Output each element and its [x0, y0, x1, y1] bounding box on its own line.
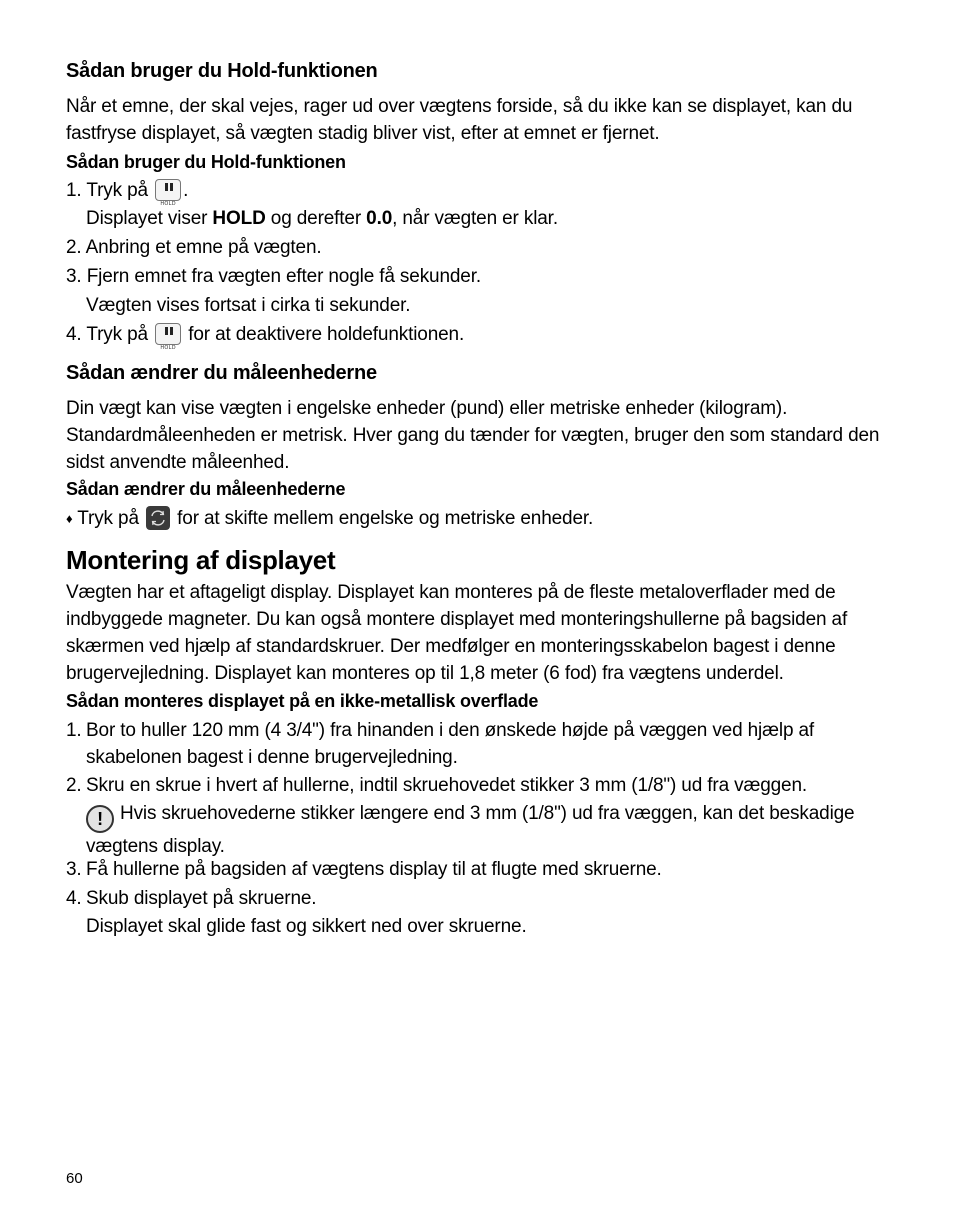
- step-text: Fjern emnet fra vægten efter nogle få sekunder.: [86, 266, 481, 287]
- mounting-step-4-note: Displayet skal glide fast og sikkert ned over skruerne.: [86, 916, 527, 937]
- step-number: 2.: [66, 775, 82, 796]
- step-number: 4.: [66, 888, 82, 909]
- step-number: 1.: [66, 720, 82, 741]
- mounting-warning: [66, 800, 896, 860]
- mounting-step-1: [66, 717, 896, 771]
- warning-text: Hvis skruehovederne stikker længere end 3 mm (1/8") ud fra væggen, kan det beskadige vægtens display.: [86, 803, 855, 857]
- hold-step-3: [66, 265, 481, 289]
- note-text: Displayet viser: [86, 208, 213, 229]
- step-number: 3.: [66, 859, 82, 880]
- mounting-step-3: [66, 856, 896, 883]
- hold-step-3-note: Vægten vises fortsat i cirka ti sekunder.: [86, 295, 411, 316]
- hold-step-1-note: [86, 207, 558, 231]
- page-number: 60: [66, 1170, 83, 1187]
- warning-icon: !: [86, 805, 114, 833]
- step-text: Tryk på: [86, 180, 148, 201]
- step-text: Bor to huller 120 mm (4 3/4") fra hinanden i den ønskede højde på væggen ved hjælp af skabelonen bagest i denne brugervejledning.: [86, 720, 815, 768]
- note-text: og derefter: [265, 208, 367, 229]
- mounting-intro: Vægten har et aftageligt display. Displayet kan monteres på de fleste metaloverflader med de indbyggede magneter. Du kan også montere displayet med monteringshullerne på bagsiden af skærmen ved hjælp af standardskruer. Der medfølger en monteringsskabelon bagest i denne brugervejledning. Displayet kan monteres op til 1,8 meter (6 fod) fra vægtens underdel.: [66, 582, 848, 684]
- hold-button-icon: [155, 323, 181, 351]
- step-number: 4.: [66, 324, 82, 345]
- step-text-end: .: [183, 180, 189, 201]
- hold-display-text: HOLD: [212, 208, 266, 229]
- hold-subheading: Sådan bruger du Hold-funktionen: [66, 152, 346, 172]
- step-number: 3.: [66, 266, 82, 287]
- step-text-end: for at skifte mellem engelske og metriske enheder.: [177, 508, 594, 529]
- mounting-step-2: [66, 772, 896, 799]
- hold-step-4: [66, 323, 465, 351]
- step-text: Skub displayet på skruerne.: [86, 888, 317, 909]
- step-text: Skru en skrue i hvert af hullerne, indtil skruehovedet stikker 3 mm (1/8") ud fra væggen.: [86, 775, 808, 796]
- section-heading-mounting: Montering af displayet: [66, 545, 336, 575]
- hold-step-1: [66, 179, 189, 207]
- hold-button-label: HOLD: [160, 345, 176, 351]
- unit-toggle-icon: [146, 506, 170, 530]
- units-step: [66, 506, 593, 531]
- step-number: 2.: [66, 237, 82, 258]
- note-text: , når vægten er klar.: [392, 208, 558, 229]
- mounting-step-4: [66, 885, 896, 912]
- step-text: Tryk på: [77, 508, 139, 529]
- step-text: Få hullerne på bagsiden af vægtens display til at flugte med skruerne.: [86, 859, 662, 880]
- mounting-subheading: Sådan monteres displayet på en ikke-metallisk overflade: [66, 691, 539, 711]
- units-subheading: Sådan ændrer du måleenhederne: [66, 479, 346, 499]
- step-text-end: for at deaktivere holdefunktionen.: [188, 324, 465, 345]
- units-intro: Din vægt kan vise vægten i engelske enheder (pund) eller metriske enheder (kilogram). Standardmåleenheden er metrisk. Hver gang du tænder for vægten, bruger den som standard den sidst anvendte måleenhed.: [66, 398, 880, 473]
- hold-intro: Når et emne, der skal vejes, rager ud over vægtens forside, så du ikke kan se displayet, kan du fastfryse displayet, så vægten stadig bliver vist, efter at emnet er fjernet.: [66, 96, 853, 144]
- section-heading-units: Sådan ændrer du måleenhederne: [66, 362, 377, 384]
- section-heading-hold: Sådan bruger du Hold-funktionen: [66, 60, 378, 82]
- hold-step-2: [66, 236, 322, 260]
- step-number: 1.: [66, 180, 82, 201]
- step-text: Anbring et emne på vægten.: [85, 237, 322, 258]
- step-text: Tryk på: [86, 324, 148, 345]
- hold-button-icon: [155, 179, 181, 207]
- zero-display-text: 0.0: [366, 208, 393, 229]
- bullet-icon: ♦: [66, 511, 73, 526]
- hold-button-label: HOLD: [160, 201, 176, 207]
